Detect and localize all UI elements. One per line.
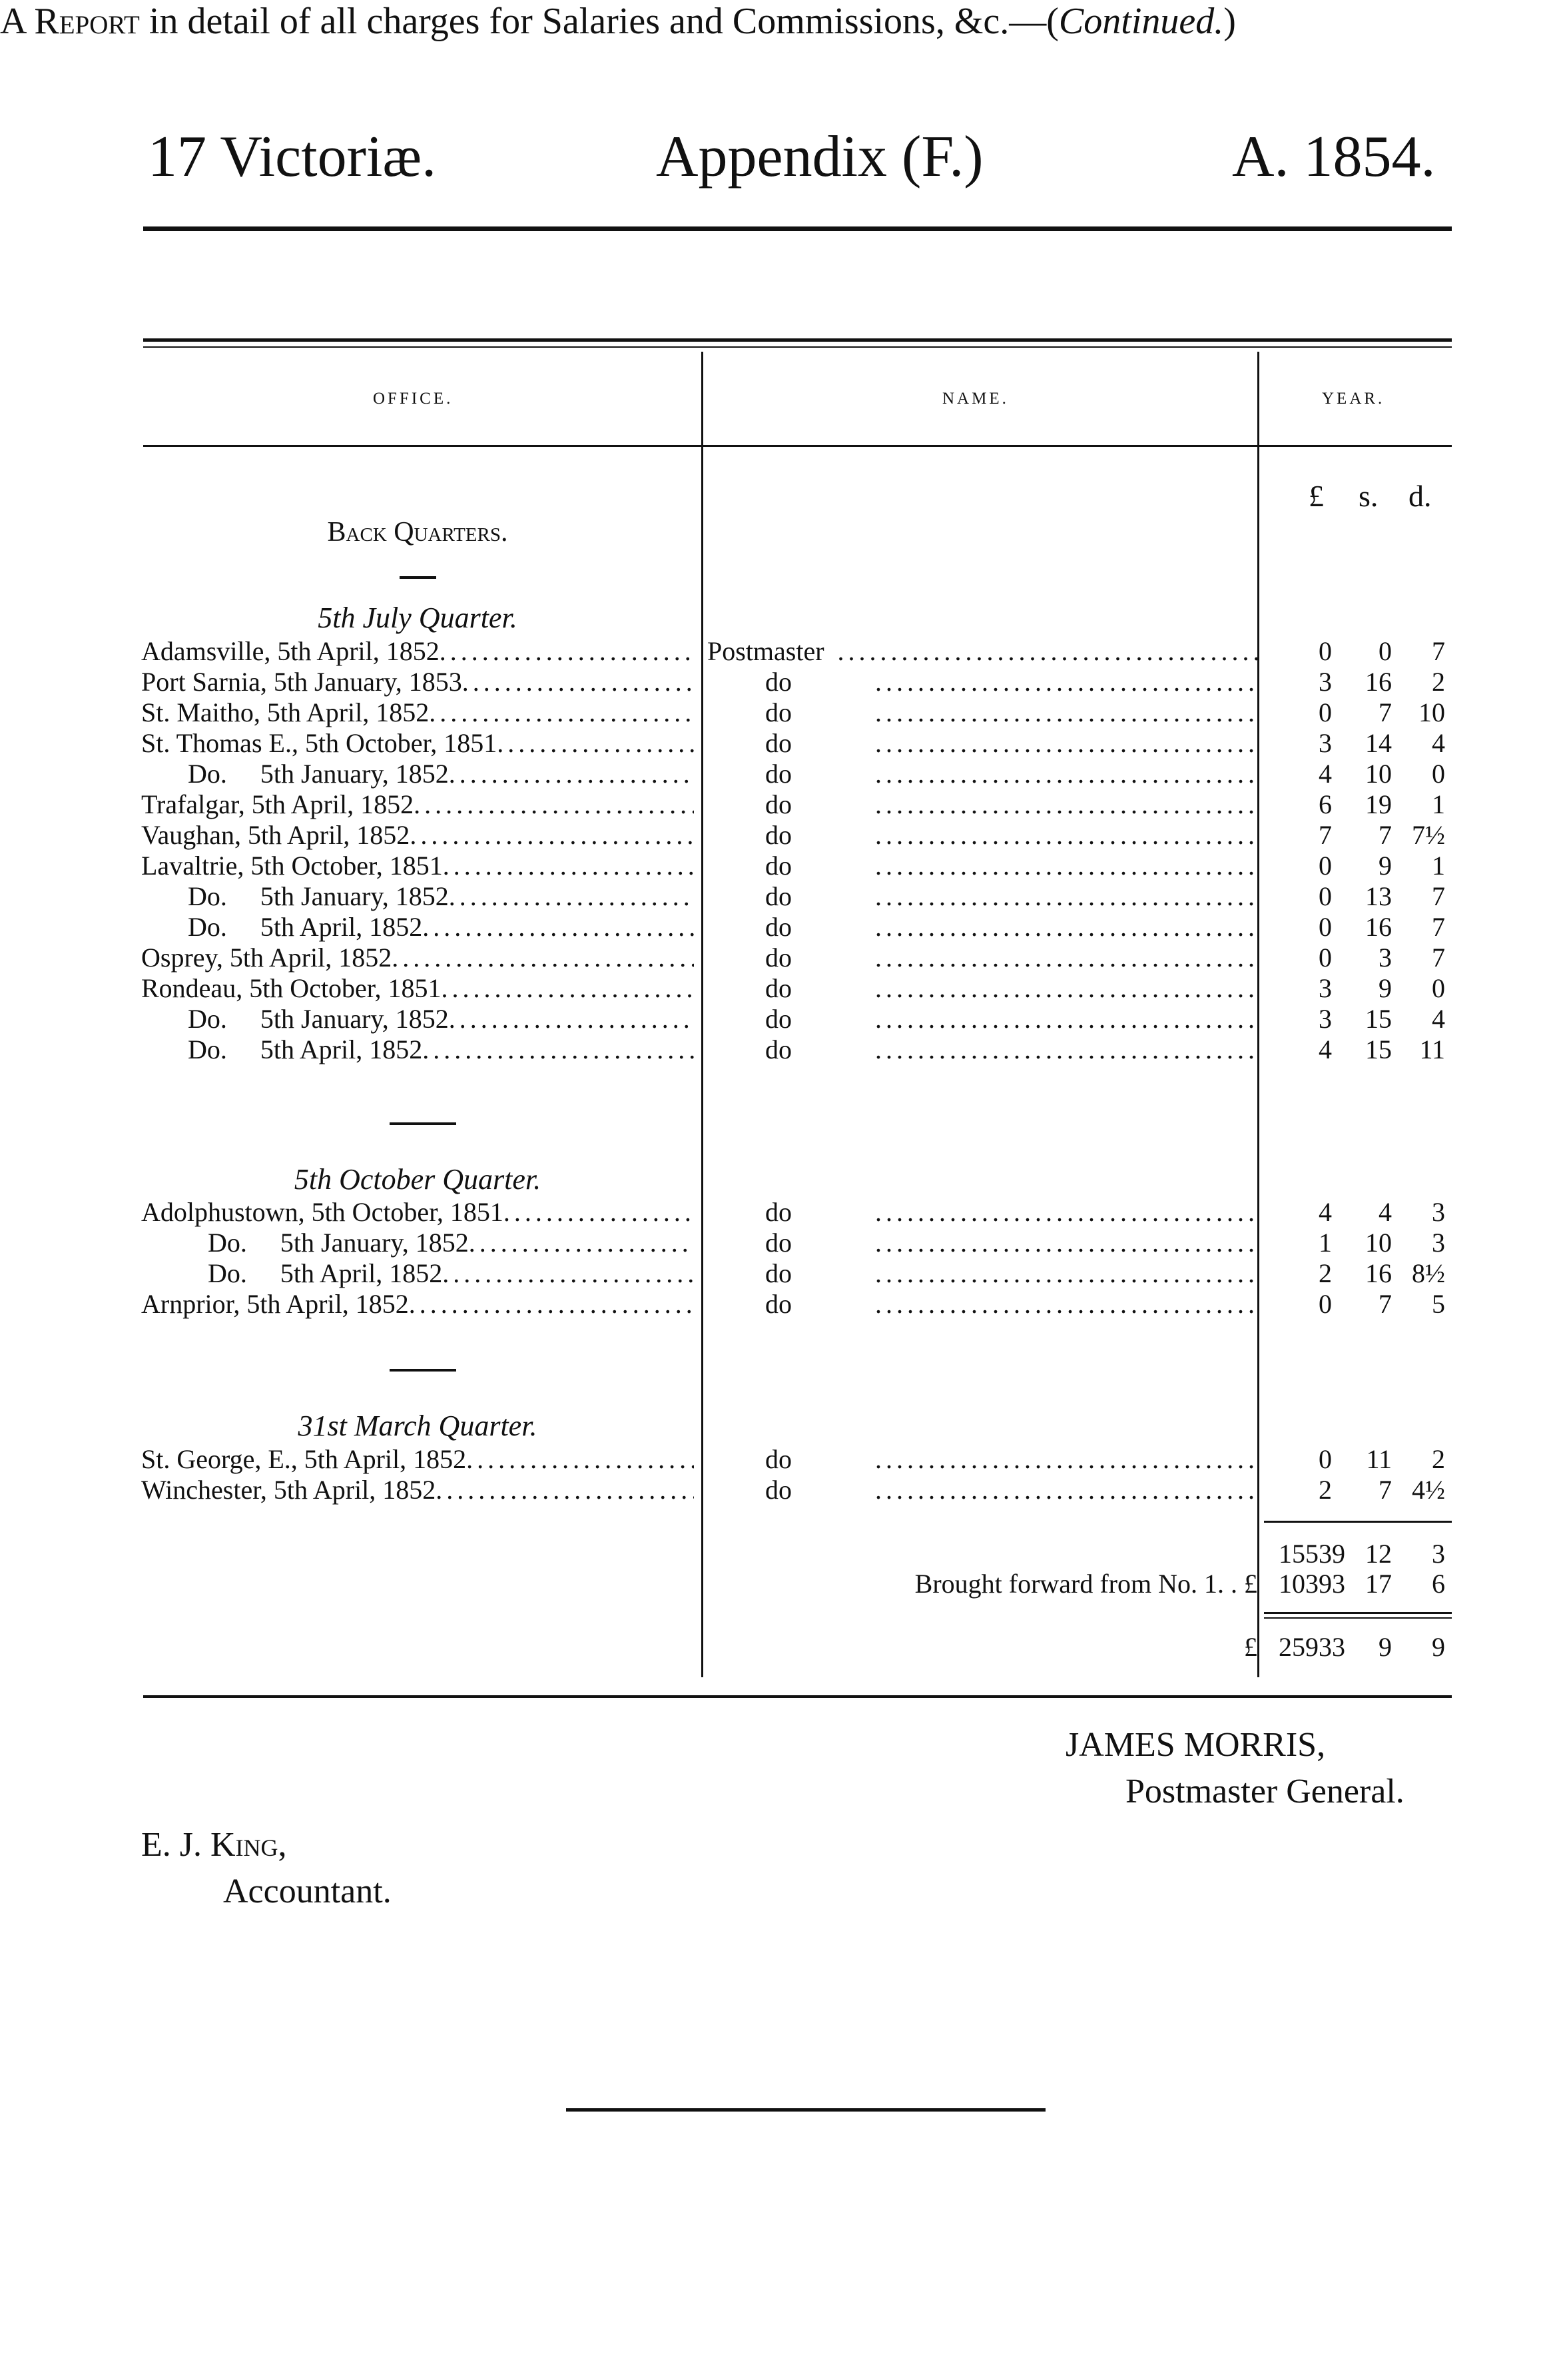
table-row bbox=[0, 1289, 1549, 1320]
subtotal-pounds: 15539 bbox=[1279, 1539, 1345, 1569]
name-cell: do bbox=[765, 1475, 792, 1505]
pounds-cell: 4 bbox=[1319, 1034, 1332, 1064]
shillings-cell: 9 bbox=[1379, 851, 1392, 881]
name-cell: do bbox=[765, 789, 792, 819]
office-cell: Do. 5th January, 1852 bbox=[208, 1228, 469, 1258]
table-row bbox=[0, 943, 1549, 973]
pence-cell: 4 bbox=[1432, 728, 1445, 758]
name-cell: do bbox=[765, 667, 792, 697]
leader-dots bbox=[875, 697, 1260, 728]
office-cell: Do. 5th January, 1852 bbox=[188, 759, 449, 789]
leader-dots bbox=[440, 636, 694, 667]
leader-dots bbox=[392, 943, 694, 973]
table-row bbox=[0, 881, 1549, 912]
office-cell: Do. 5th January, 1852 bbox=[188, 881, 449, 911]
pence-cell: 0 bbox=[1432, 973, 1445, 1003]
pence-cell: 4½ bbox=[1412, 1475, 1445, 1505]
pounds-cell: 0 bbox=[1319, 636, 1332, 666]
pounds-cell: 0 bbox=[1319, 697, 1332, 727]
pounds-cell: 0 bbox=[1319, 851, 1332, 881]
header-rule bbox=[143, 226, 1452, 231]
name-cell: do bbox=[765, 943, 792, 973]
total-rule-top bbox=[1264, 1612, 1452, 1614]
office-cell: Vaughan, 5th April, 1852 bbox=[141, 820, 410, 850]
subtotal-rule bbox=[1264, 1521, 1452, 1523]
leader-dots bbox=[449, 1004, 694, 1034]
name-cell: do bbox=[765, 1197, 792, 1227]
section-heading: 5th October Quarter. bbox=[294, 1163, 541, 1196]
table-row bbox=[0, 1034, 1549, 1065]
pounds-cell: 2 bbox=[1319, 1258, 1332, 1288]
leader-dots bbox=[442, 973, 694, 1004]
name-cell: do bbox=[765, 1289, 792, 1319]
pence-cell: 2 bbox=[1432, 667, 1445, 697]
brought-forward-shillings: 17 bbox=[1365, 1569, 1392, 1599]
table-row bbox=[0, 697, 1549, 728]
leader-dots bbox=[875, 851, 1260, 881]
leader-dots bbox=[875, 1034, 1260, 1065]
shillings-symbol: s. bbox=[1359, 479, 1379, 513]
office-cell: Trafalgar, 5th April, 1852 bbox=[141, 789, 414, 819]
office-cell: Port Sarnia, 5th January, 1853 bbox=[141, 667, 462, 697]
leader-dots bbox=[875, 1475, 1260, 1505]
back-quarters-rule bbox=[400, 576, 436, 579]
pence-cell: 7 bbox=[1432, 912, 1445, 942]
name-cell: do bbox=[765, 1228, 792, 1258]
shillings-cell: 16 bbox=[1365, 912, 1392, 942]
office-cell: Do. 5th January, 1852 bbox=[188, 1004, 449, 1034]
table-row bbox=[0, 1475, 1549, 1505]
leader-dots bbox=[875, 667, 1260, 697]
name-cell: do bbox=[765, 820, 792, 850]
pence-cell: 1 bbox=[1432, 789, 1445, 819]
shillings-cell: 4 bbox=[1379, 1197, 1392, 1227]
shillings-cell: 15 bbox=[1365, 1004, 1392, 1034]
name-cell: do bbox=[765, 912, 792, 942]
leader-dots bbox=[875, 789, 1260, 820]
section-separator-rule bbox=[390, 1122, 456, 1125]
shillings-cell: 10 bbox=[1365, 1228, 1392, 1258]
office-cell: St. George, E., 5th April, 1852 bbox=[141, 1444, 467, 1474]
leader-dots bbox=[442, 1258, 694, 1289]
name-cell: do bbox=[765, 1034, 792, 1064]
leader-dots bbox=[422, 912, 694, 943]
pounds-cell: 0 bbox=[1319, 881, 1332, 911]
section-separator-rule bbox=[390, 1369, 456, 1372]
leader-dots bbox=[875, 973, 1260, 1004]
office-cell: Lavaltrie, 5th October, 1851 bbox=[141, 851, 443, 881]
column-header-office: OFFICE. bbox=[373, 390, 454, 408]
name-cell: do bbox=[765, 973, 792, 1003]
pence-cell: 3 bbox=[1432, 1228, 1445, 1258]
office-cell: Rondeau, 5th October, 1851 bbox=[141, 973, 442, 1003]
leader-dots bbox=[497, 728, 694, 759]
pounds-cell: 0 bbox=[1319, 943, 1332, 973]
pence-cell: 2 bbox=[1432, 1444, 1445, 1474]
pounds-cell: 3 bbox=[1319, 1004, 1332, 1034]
table-row bbox=[0, 851, 1549, 881]
office-cell: Arnprior, 5th April, 1852 bbox=[141, 1289, 409, 1319]
shillings-cell: 7 bbox=[1379, 1475, 1392, 1505]
pounds-cell: 0 bbox=[1319, 912, 1332, 942]
pence-cell: 7 bbox=[1432, 881, 1445, 911]
shillings-cell: 7 bbox=[1379, 697, 1392, 727]
leader-dots bbox=[414, 789, 694, 820]
shillings-cell: 16 bbox=[1365, 667, 1392, 697]
title-rule-top bbox=[143, 338, 1452, 342]
shillings-cell: 0 bbox=[1379, 636, 1392, 666]
pounds-symbol: £ bbox=[1309, 479, 1324, 513]
leader-dots bbox=[462, 667, 694, 697]
pence-cell: 3 bbox=[1432, 1197, 1445, 1227]
shillings-cell: 10 bbox=[1365, 759, 1392, 789]
leader-dots bbox=[875, 943, 1260, 973]
name-cell: do bbox=[765, 697, 792, 727]
pounds-cell: 4 bbox=[1319, 1197, 1332, 1227]
pounds-cell: 0 bbox=[1319, 1444, 1332, 1474]
section-heading: 5th July Quarter. bbox=[318, 601, 517, 634]
pounds-cell: 6 bbox=[1319, 789, 1332, 819]
pounds-cell: 4 bbox=[1319, 759, 1332, 789]
leader-dots bbox=[410, 820, 694, 851]
leader-dots bbox=[466, 1444, 694, 1475]
column-header-name: NAME. bbox=[942, 390, 1009, 408]
table-row bbox=[0, 820, 1549, 851]
leader-dots bbox=[875, 1258, 1260, 1289]
leader-dots bbox=[469, 1228, 694, 1258]
leader-dots bbox=[443, 851, 694, 881]
leader-dots bbox=[503, 1197, 694, 1228]
table-row bbox=[0, 1228, 1549, 1258]
postmaster-title: Postmaster General. bbox=[1125, 1773, 1404, 1810]
name-cell: do bbox=[765, 728, 792, 758]
pounds-cell: 3 bbox=[1319, 667, 1332, 697]
pounds-cell: 3 bbox=[1319, 973, 1332, 1003]
office-cell: Winchester, 5th April, 1852 bbox=[141, 1475, 436, 1505]
pence-cell: 7 bbox=[1432, 636, 1445, 666]
pence-cell: 4 bbox=[1432, 1004, 1445, 1034]
office-cell: Adamsville, 5th April, 1852 bbox=[141, 636, 440, 666]
shillings-cell: 3 bbox=[1379, 943, 1392, 973]
table-row bbox=[0, 1004, 1549, 1034]
header-center: Appendix (F.) bbox=[656, 125, 984, 189]
leader-dots bbox=[449, 881, 694, 912]
shillings-cell: 13 bbox=[1365, 881, 1392, 911]
total-pence: 9 bbox=[1432, 1632, 1445, 1662]
leader-dots bbox=[875, 1444, 1260, 1475]
pence-cell: 0 bbox=[1432, 759, 1445, 789]
pounds-cell: 3 bbox=[1319, 728, 1332, 758]
shillings-cell: 16 bbox=[1365, 1258, 1392, 1288]
pounds-cell: 7 bbox=[1319, 820, 1332, 850]
shillings-cell: 7 bbox=[1379, 1289, 1392, 1319]
pence-symbol: d. bbox=[1408, 479, 1432, 513]
report-title: A Report in detail of all charges for Salaries and Commissions, &c.—(Continued.) bbox=[0, 1, 1236, 42]
pence-cell: 1 bbox=[1432, 851, 1445, 881]
table-row bbox=[0, 1197, 1549, 1228]
table-row bbox=[0, 667, 1549, 697]
table-row bbox=[0, 1258, 1549, 1289]
column-header-year: YEAR. bbox=[1322, 390, 1385, 408]
column-header-rule bbox=[143, 445, 1452, 447]
total-shillings: 9 bbox=[1379, 1632, 1392, 1662]
shillings-cell: 19 bbox=[1365, 789, 1392, 819]
pence-cell: 8½ bbox=[1412, 1258, 1445, 1288]
office-cell: St. Maitho, 5th April, 1852 bbox=[141, 697, 430, 727]
leader-dots bbox=[875, 881, 1260, 912]
leader-dots bbox=[875, 728, 1260, 759]
pence-cell: 11 bbox=[1419, 1034, 1445, 1064]
brought-forward-label: Brought forward from No. 1. . £ bbox=[914, 1569, 1257, 1599]
name-cell: do bbox=[765, 1258, 792, 1288]
shillings-cell: 7 bbox=[1379, 820, 1392, 850]
leader-dots bbox=[429, 697, 694, 728]
pence-cell: 5 bbox=[1432, 1289, 1445, 1319]
pence-cell: 7½ bbox=[1412, 820, 1445, 850]
brought-forward-pence: 6 bbox=[1432, 1569, 1445, 1599]
name-cell: do bbox=[765, 851, 792, 881]
name-cell: do bbox=[765, 1004, 792, 1034]
office-cell: Adolphustown, 5th October, 1851 bbox=[141, 1197, 503, 1227]
leader-dots bbox=[449, 759, 694, 789]
brought-forward-row bbox=[0, 1569, 1549, 1599]
name-cell: do bbox=[765, 759, 792, 789]
header-left: 17 Victoriæ. bbox=[148, 125, 437, 189]
leader-dots bbox=[409, 1289, 694, 1320]
table-row bbox=[0, 912, 1549, 943]
table-bottom-rule bbox=[143, 1695, 1452, 1698]
leader-dots bbox=[875, 1004, 1260, 1034]
title-rule-bottom bbox=[143, 346, 1452, 348]
subtotal-shillings: 12 bbox=[1365, 1539, 1392, 1569]
pounds-cell: 1 bbox=[1319, 1228, 1332, 1258]
office-cell: Do. 5th April, 1852 bbox=[188, 1034, 423, 1064]
accountant-title: Accountant. bbox=[223, 1872, 392, 1910]
leader-dots bbox=[875, 1228, 1260, 1258]
shillings-cell: 9 bbox=[1379, 973, 1392, 1003]
leader-dots bbox=[875, 820, 1260, 851]
subtotal-pence: 3 bbox=[1432, 1539, 1445, 1569]
brought-forward-pounds: 10393 bbox=[1279, 1569, 1345, 1599]
grand-total-row bbox=[0, 1632, 1549, 1663]
shillings-cell: 15 bbox=[1365, 1034, 1392, 1064]
total-currency-symbol: £ bbox=[1244, 1632, 1257, 1662]
table-row bbox=[0, 973, 1549, 1004]
footer-rule bbox=[566, 2108, 1046, 2112]
total-rule-bottom bbox=[1264, 1617, 1452, 1619]
total-pounds: 25933 bbox=[1279, 1632, 1345, 1662]
pounds-cell: 2 bbox=[1319, 1475, 1332, 1505]
pounds-cell: 0 bbox=[1319, 1289, 1332, 1319]
table-row bbox=[0, 636, 1549, 667]
leader-dots bbox=[875, 759, 1260, 789]
pence-cell: 7 bbox=[1432, 943, 1445, 973]
leader-dots bbox=[838, 636, 1260, 667]
section-heading: 31st March Quarter. bbox=[298, 1409, 537, 1442]
table-row bbox=[0, 1444, 1549, 1475]
name-cell: do bbox=[765, 1444, 792, 1474]
table-row bbox=[0, 759, 1549, 789]
accountant-name: E. J. King, bbox=[141, 1826, 287, 1864]
office-cell: Do. 5th April, 1852 bbox=[208, 1258, 443, 1288]
back-quarters-heading: Back Quarters. bbox=[327, 517, 508, 548]
shillings-cell: 11 bbox=[1366, 1444, 1392, 1474]
pence-cell: 10 bbox=[1418, 697, 1445, 727]
leader-dots bbox=[422, 1034, 694, 1065]
leader-dots bbox=[875, 1289, 1260, 1320]
name-cell: do bbox=[765, 881, 792, 911]
table-row bbox=[0, 789, 1549, 820]
leader-dots bbox=[875, 912, 1260, 943]
subtotal-row bbox=[0, 1539, 1549, 1569]
office-cell: St. Thomas E., 5th October, 1851 bbox=[141, 728, 497, 758]
postmaster-name: JAMES MORRIS, bbox=[1066, 1726, 1326, 1764]
office-cell: Do. 5th April, 1852 bbox=[188, 912, 423, 942]
header-right: A. 1854. bbox=[1232, 125, 1436, 189]
leader-dots bbox=[436, 1475, 694, 1505]
shillings-cell: 14 bbox=[1365, 728, 1392, 758]
name-cell: Postmaster bbox=[707, 636, 824, 666]
table-row bbox=[0, 728, 1549, 759]
office-cell: Osprey, 5th April, 1852 bbox=[141, 943, 392, 973]
leader-dots bbox=[875, 1197, 1260, 1228]
